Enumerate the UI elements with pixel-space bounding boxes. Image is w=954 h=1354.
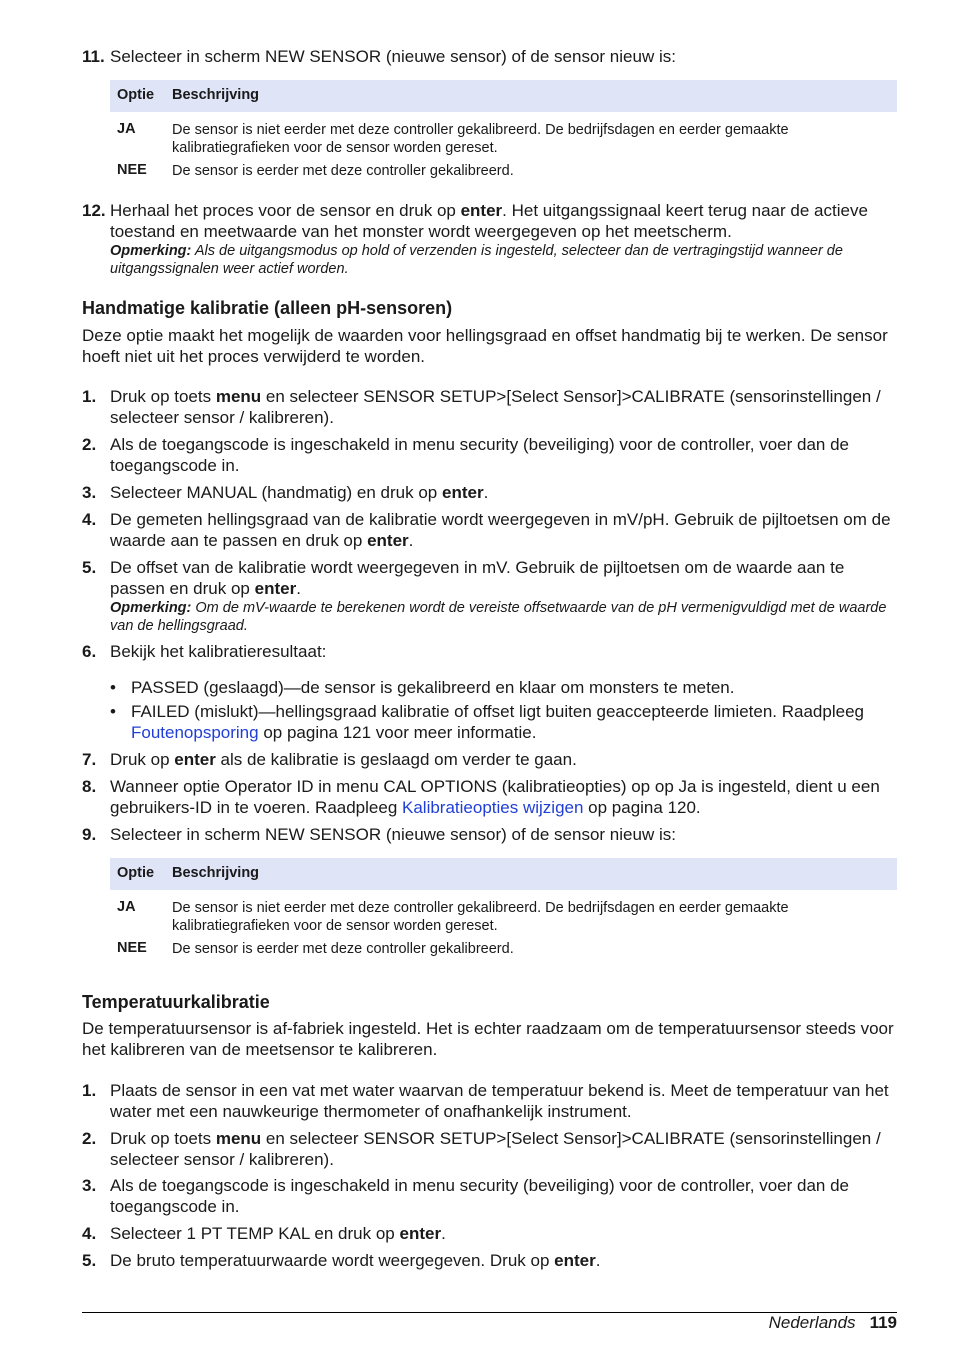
step-text: Plaats de sensor in een vat met water waarvan de temperatuur bekend is. Meet de temperatuur van het water met een nauwkeurige thermometer of onafhankelijk instrument. — [110, 1081, 889, 1121]
manual-step-8 — [82, 777, 897, 818]
step-number: 4. — [82, 510, 97, 529]
step-11 — [82, 47, 897, 68]
manual-step-9 — [82, 825, 897, 846]
step-12 — [82, 201, 897, 278]
temp-step-5 — [82, 1251, 897, 1272]
step-text: Als de toegangscode is ingeschakeld in menu security (beveiliging) voor de controller, voer dan de toegangscode in. — [110, 1176, 849, 1216]
option-description: De sensor is eerder met deze controller gekalibreerd. — [172, 941, 514, 957]
table-header — [110, 858, 897, 890]
temp-step-3 — [82, 1176, 897, 1217]
bullet-text: PASSED (geslaagd)—de sensor is gekalibreerd en klaar om monsters te meten. — [131, 678, 735, 697]
section-intro-temp: De temperatuursensor is af-fabriek ingesteld. Het is echter raadzaam om de temperatuursensor steeds voor het kalibreren van de meetsensor te kalibreren. — [82, 1019, 894, 1059]
step-text: Selecteer in scherm NEW SENSOR (nieuwe sensor) of de sensor nieuw is: — [110, 825, 676, 844]
step-number: 8. — [82, 777, 97, 796]
page-number: 119 — [869, 1313, 897, 1332]
footer-language: Nederlands — [768, 1313, 856, 1332]
step-text: De offset van de kalibratie wordt weergegeven in mV. Gebruik de pijltoetsen om de waarde aan te passen en druk op enter. — [110, 558, 845, 598]
option-value: JA — [117, 899, 136, 915]
step-number: 11. — [82, 47, 105, 66]
bullet-text: FAILED (mislukt)—hellingsgraad kalibratie of offset ligt buiten geaccepteerde limieten. Raadpleeg Foutenopsporing op pagina 121 voor meer informatie. — [131, 702, 864, 742]
step-text: Selecteer MANUAL (handmatig) en druk op enter. — [110, 483, 489, 502]
step-number: 9. — [82, 825, 97, 844]
table-row — [110, 117, 897, 167]
section-intro-manual: Deze optie maakt het mogelijk de waarden voor hellingsgraad en offset handmatig bij te werken. De sensor hoeft niet uit het proces verwijderd te worden. — [82, 326, 888, 366]
step-text: Bekijk het kalibratieresultaat: — [110, 642, 327, 661]
temp-step-2 — [82, 1129, 897, 1170]
step-number: 7. — [82, 750, 97, 769]
step-number: 1. — [82, 1081, 97, 1100]
step-number: 2. — [82, 1129, 97, 1148]
manual-step-1 — [82, 387, 897, 428]
manual-step-2 — [82, 435, 897, 476]
step-number: 3. — [82, 1176, 97, 1195]
step-number: 12. — [82, 201, 106, 220]
bullet-failed — [110, 702, 897, 743]
manual-step-5 — [82, 558, 897, 635]
step-text: Selecteer 1 PT TEMP KAL en druk op enter. — [110, 1224, 446, 1243]
temp-step-4 — [82, 1224, 897, 1245]
link-foutenopsporing[interactable]: Foutenopsporing — [131, 722, 259, 742]
step-number: 6. — [82, 642, 97, 661]
step-text: Wanneer optie Operator ID in menu CAL OPTIONS (kalibratieopties) op op Ja is ingesteld, dient u een gebruikers-ID in te voeren. Raadpleeg Kalibratieopties wijzigen op pagina 120. — [110, 777, 880, 817]
manual-step-3 — [82, 483, 897, 504]
option-value: NEE — [117, 940, 147, 956]
step-text: Selecteer in scherm NEW SENSOR (nieuwe sensor) of de sensor nieuw is: — [110, 47, 676, 66]
column-header-description: Beschrijving — [172, 87, 260, 103]
section-heading-manual: Handmatige kalibratie (alleen pH-sensoren) — [82, 298, 453, 318]
page-footer — [769, 1313, 897, 1333]
column-header-description: Beschrijving — [172, 865, 260, 881]
step-number: 5. — [82, 1251, 97, 1270]
column-header-option: Optie — [117, 87, 155, 103]
step-text: Druk op toets menu en selecteer SENSOR SETUP>[Select Sensor]>CALIBRATE (sensorinstellingen / selecteer sensor / kalibreren). — [110, 1129, 881, 1169]
step-text: De gemeten hellingsgraad van de kalibratie wordt weergegeven in mV/pH. Gebruik de pijltoetsen om de waarde aan te passen en druk op enter. — [110, 510, 891, 550]
manual-step-6 — [82, 642, 897, 663]
option-description: De sensor is niet eerder met deze controller gekalibreerd. De bedrijfsdagen en eerder gemaakte kalibratiegrafieken voor de sensor worden gereset. — [172, 900, 789, 934]
bullet-passed — [110, 678, 897, 699]
step-text: Druk op toets menu en selecteer SENSOR SETUP>[Select Sensor]>CALIBRATE (sensorinstellingen / selecteer sensor / kalibreren). — [110, 387, 881, 427]
step-note: Opmerking: Als de uitgangsmodus op hold of verzenden is ingesteld, selecteer dan de vertragingstijd wanneer de uitgangssignalen weer actief worden. — [110, 243, 843, 277]
bullet-dot: • — [110, 702, 116, 721]
step-number: 3. — [82, 483, 97, 502]
table-row — [110, 895, 897, 945]
column-header-option: Optie — [117, 865, 155, 881]
option-value: JA — [117, 121, 136, 137]
option-description: De sensor is eerder met deze controller gekalibreerd. — [172, 163, 514, 179]
table-row — [110, 940, 897, 970]
step-text: Als de toegangscode is ingeschakeld in menu security (beveiliging) voor de controller, voer dan de toegangscode in. — [110, 435, 849, 475]
manual-step-7 — [82, 750, 897, 771]
option-value: NEE — [117, 162, 147, 178]
table-header — [110, 80, 897, 112]
options-table-1 — [110, 80, 897, 192]
step-text: Druk op enter als de kalibratie is geslaagd om verder te gaan. — [110, 750, 577, 769]
section-heading-temp: Temperatuurkalibratie — [82, 992, 270, 1012]
step-note: Opmerking: Om de mV-waarde te berekenen wordt de vereiste offsetwaarde van de pH vermenigvuldigd met de waarde van de hellingsgraad. — [110, 600, 887, 634]
step-number: 2. — [82, 435, 97, 454]
table-row — [110, 162, 897, 192]
temp-step-1 — [82, 1081, 897, 1122]
manual-step-4 — [82, 510, 897, 551]
options-table-2 — [110, 858, 897, 970]
bullet-dot: • — [110, 678, 116, 697]
step-text: De bruto temperatuurwaarde wordt weergegeven. Druk op enter. — [110, 1251, 601, 1270]
link-kalibratieopties[interactable]: Kalibratieopties wijzigen — [402, 797, 584, 817]
option-description: De sensor is niet eerder met deze controller gekalibreerd. De bedrijfsdagen en eerder gemaakte kalibratiegrafieken voor de sensor worden gereset. — [172, 122, 789, 156]
step-text: Herhaal het proces voor de sensor en druk op enter. Het uitgangssignaal keert terug naar de actieve toestand en meetwaarde van het monster wordt weergegeven op het meetscherm. — [110, 201, 868, 241]
step-number: 4. — [82, 1224, 97, 1243]
step-number: 5. — [82, 558, 97, 577]
step-number: 1. — [82, 387, 97, 406]
